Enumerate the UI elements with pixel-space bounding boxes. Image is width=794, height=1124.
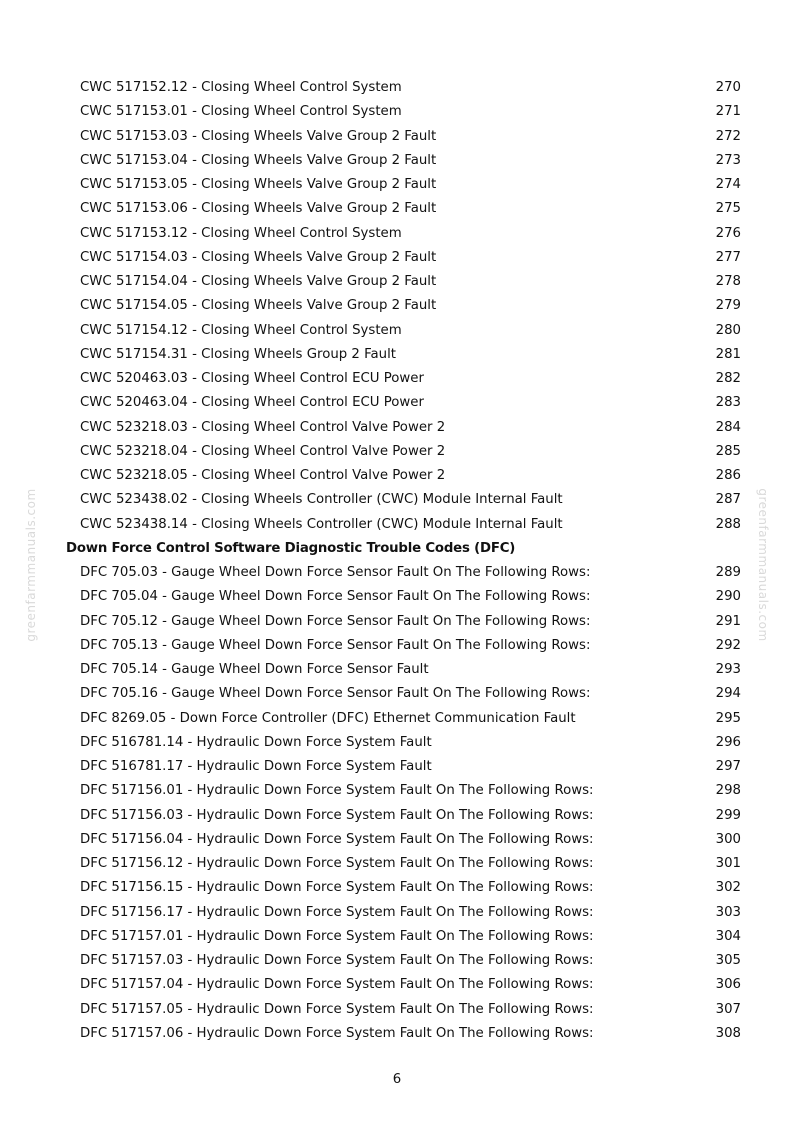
toc-entry-page: 308 <box>715 1025 741 1041</box>
toc-entry-title: CWC 517154.03 - Closing Wheels Valve Group 2 Fault <box>80 249 437 265</box>
toc-entry-page: 270 <box>715 80 741 95</box>
toc-entry[interactable] <box>0 828 794 852</box>
toc-entry-title: DFC 517157.04 - Hydraulic Down Force System Fault On The Following Rows: <box>80 977 594 993</box>
toc-entry-title: CWC 523218.03 - Closing Wheel Control Valve Power 2 <box>80 419 446 435</box>
toc-entry-page: 278 <box>715 274 741 289</box>
toc-entry[interactable] <box>0 804 794 828</box>
toc-entry[interactable] <box>0 901 794 925</box>
toc-entry[interactable] <box>0 367 794 391</box>
watermark-left: greenfarmmanuals.com <box>24 488 38 642</box>
toc-entry-page: 291 <box>715 613 741 629</box>
toc-entry-page: 282 <box>715 371 741 386</box>
toc-entry[interactable] <box>0 488 794 512</box>
toc-entry[interactable] <box>0 149 794 173</box>
toc-entry[interactable] <box>0 682 794 706</box>
toc-entry[interactable] <box>0 173 794 197</box>
toc-entry-title: CWC 517153.03 - Closing Wheels Valve Group 2 Fault <box>80 128 437 144</box>
cwc-entry-list <box>0 76 794 537</box>
toc-entry-page: 305 <box>715 953 741 968</box>
toc-entry[interactable] <box>0 779 794 803</box>
toc-entry[interactable] <box>0 416 794 440</box>
toc-entry-page: 302 <box>715 880 741 896</box>
toc-entry-title: CWC 517153.05 - Closing Wheels Valve Group 2 Fault <box>80 177 437 192</box>
toc-entry-title: DFC 517157.06 - Hydraulic Down Force System Fault On The Following Rows: <box>80 1025 594 1041</box>
toc-entry-title: CWC 517153.12 - Closing Wheel Control System <box>80 225 402 241</box>
toc-entry[interactable] <box>0 949 794 973</box>
toc-entry[interactable] <box>0 585 794 609</box>
toc-entry[interactable] <box>0 440 794 464</box>
toc-entry-page: 293 <box>715 662 741 677</box>
toc-entry[interactable] <box>0 100 794 124</box>
toc-entry[interactable] <box>0 876 794 900</box>
toc-entry-title: CWC 517152.12 - Closing Wheel Control System <box>80 80 402 95</box>
toc-entry-page: 307 <box>715 1001 741 1017</box>
toc-entry-title: DFC 516781.14 - Hydraulic Down Force System Fault <box>80 734 432 750</box>
toc-entry-page: 286 <box>715 468 741 483</box>
toc-entry-page: 285 <box>715 443 741 459</box>
toc-entry-page: 271 <box>715 104 741 120</box>
toc-entry-title: CWC 523438.14 - Closing Wheels Controller (CWC) Module Internal Fault <box>80 516 563 532</box>
toc-entry-page: 298 <box>715 783 741 799</box>
toc-entry-page: 292 <box>715 637 741 653</box>
toc-entry[interactable] <box>0 658 794 682</box>
toc-entry[interactable] <box>0 610 794 634</box>
toc-entry[interactable] <box>0 1022 794 1046</box>
toc-entry-title: CWC 517154.05 - Closing Wheels Valve Group 2 Fault <box>80 298 437 314</box>
toc-entry-title: DFC 705.04 - Gauge Wheel Down Force Sensor Fault On The Following Rows: <box>80 589 591 605</box>
toc-entry[interactable] <box>0 294 794 318</box>
toc-entry-title: DFC 705.12 - Gauge Wheel Down Force Sensor Fault On The Following Rows: <box>80 613 591 629</box>
toc-entry-page: 303 <box>715 904 741 920</box>
page-number: 6 <box>392 1072 402 1087</box>
toc-entry-title: DFC 8269.05 - Down Force Controller (DFC) Ethernet Communication Fault <box>80 710 576 726</box>
toc-entry-title: CWC 520463.03 - Closing Wheel Control ECU Power <box>80 371 424 386</box>
toc-entry-title: DFC 705.14 - Gauge Wheel Down Force Sensor Fault <box>80 662 429 677</box>
toc-entry[interactable] <box>0 391 794 415</box>
toc-entry[interactable] <box>0 513 794 537</box>
toc-entry[interactable] <box>0 343 794 367</box>
toc-entry-title: CWC 523218.05 - Closing Wheel Control Valve Power 2 <box>80 468 446 483</box>
toc-entry-title: DFC 705.13 - Gauge Wheel Down Force Sensor Fault On The Following Rows: <box>80 637 591 653</box>
toc-entry-title: DFC 517156.15 - Hydraulic Down Force System Fault On The Following Rows: <box>80 880 594 896</box>
toc-entry[interactable] <box>0 246 794 270</box>
toc-entry-title: DFC 517157.01 - Hydraulic Down Force System Fault On The Following Rows: <box>80 928 594 944</box>
watermark-right: greenfarmmanuals.com <box>756 488 770 642</box>
toc-entry-title: CWC 517154.12 - Closing Wheel Control System <box>80 322 402 338</box>
toc-entry-title: DFC 517156.01 - Hydraulic Down Force System Fault On The Following Rows: <box>80 783 594 799</box>
toc-entry-page: 296 <box>715 734 741 750</box>
section-heading-dfc <box>0 537 794 561</box>
toc-entry-page: 306 <box>715 977 741 993</box>
toc-entry-page: 283 <box>715 395 741 411</box>
toc-entry-page: 272 <box>715 128 741 144</box>
toc-entry-page: 275 <box>715 201 741 217</box>
toc-entry-title: CWC 517153.06 - Closing Wheels Valve Group 2 Fault <box>80 201 437 217</box>
toc-entry-page: 280 <box>715 322 741 338</box>
toc-entry-title: DFC 517156.12 - Hydraulic Down Force System Fault On The Following Rows: <box>80 856 594 871</box>
toc-entry[interactable] <box>0 852 794 876</box>
toc-entry-title: CWC 517154.04 - Closing Wheels Valve Group 2 Fault <box>80 274 437 289</box>
toc-entry-page: 301 <box>715 856 741 871</box>
toc-entry[interactable] <box>0 125 794 149</box>
toc-entry-page: 276 <box>715 225 741 241</box>
toc-entry-page: 290 <box>715 589 741 605</box>
toc-entry-page: 300 <box>715 831 741 847</box>
toc-entry-page: 273 <box>715 152 741 168</box>
table-of-contents <box>0 76 794 1046</box>
toc-entry-title: DFC 517157.05 - Hydraulic Down Force System Fault On The Following Rows: <box>80 1001 594 1017</box>
toc-entry[interactable] <box>0 197 794 221</box>
toc-entry[interactable] <box>0 731 794 755</box>
toc-entry-title: CWC 523438.02 - Closing Wheels Controller (CWC) Module Internal Fault <box>80 492 563 508</box>
toc-entry[interactable] <box>0 76 794 100</box>
toc-entry-title: CWC 520463.04 - Closing Wheel Control ECU Power <box>80 395 424 411</box>
section-heading-title: Down Force Control Software Diagnostic Trouble Codes (DFC) <box>66 540 516 556</box>
toc-entry-page: 295 <box>715 710 741 726</box>
toc-entry[interactable] <box>0 464 794 488</box>
toc-entry[interactable] <box>0 707 794 731</box>
toc-entry-title: DFC 517156.03 - Hydraulic Down Force System Fault On The Following Rows: <box>80 807 594 823</box>
toc-entry-title: DFC 705.16 - Gauge Wheel Down Force Sensor Fault On The Following Rows: <box>80 686 591 702</box>
toc-entry-title: DFC 517157.03 - Hydraulic Down Force System Fault On The Following Rows: <box>80 953 594 968</box>
toc-entry[interactable] <box>0 925 794 949</box>
toc-entry-page: 299 <box>715 807 741 823</box>
toc-entry-page: 287 <box>715 492 741 508</box>
toc-entry-title: DFC 516781.17 - Hydraulic Down Force System Fault <box>80 759 432 774</box>
toc-entry-title: DFC 705.03 - Gauge Wheel Down Force Sensor Fault On The Following Rows: <box>80 565 591 580</box>
toc-entry-title: CWC 523218.04 - Closing Wheel Control Valve Power 2 <box>80 443 446 459</box>
toc-entry-page: 289 <box>715 565 741 580</box>
dfc-entry-list <box>0 561 794 1046</box>
toc-entry-title: CWC 517154.31 - Closing Wheels Group 2 Fault <box>80 346 397 362</box>
toc-entry-title: CWC 517153.04 - Closing Wheels Valve Group 2 Fault <box>80 152 437 168</box>
toc-entry-title: DFC 517156.17 - Hydraulic Down Force System Fault On The Following Rows: <box>80 904 594 920</box>
toc-entry[interactable] <box>0 561 794 585</box>
toc-entry-page: 294 <box>715 686 741 702</box>
toc-entry[interactable] <box>0 319 794 343</box>
toc-entry-page: 281 <box>715 346 741 362</box>
toc-entry[interactable] <box>0 270 794 294</box>
toc-entry[interactable] <box>0 634 794 658</box>
toc-entry[interactable] <box>0 998 794 1022</box>
toc-entry-page: 274 <box>715 177 741 192</box>
toc-entry-page: 279 <box>715 298 741 314</box>
toc-entry-page: 297 <box>715 759 741 774</box>
toc-entry[interactable] <box>0 755 794 779</box>
toc-entry-title: CWC 517153.01 - Closing Wheel Control System <box>80 104 402 120</box>
toc-entry-page: 277 <box>715 249 741 265</box>
toc-entry-title: DFC 517156.04 - Hydraulic Down Force System Fault On The Following Rows: <box>80 831 594 847</box>
toc-entry[interactable] <box>0 973 794 997</box>
toc-entry-page: 288 <box>715 516 741 532</box>
toc-entry-page: 284 <box>715 419 741 435</box>
toc-entry-page: 304 <box>715 928 741 944</box>
toc-entry[interactable] <box>0 222 794 246</box>
